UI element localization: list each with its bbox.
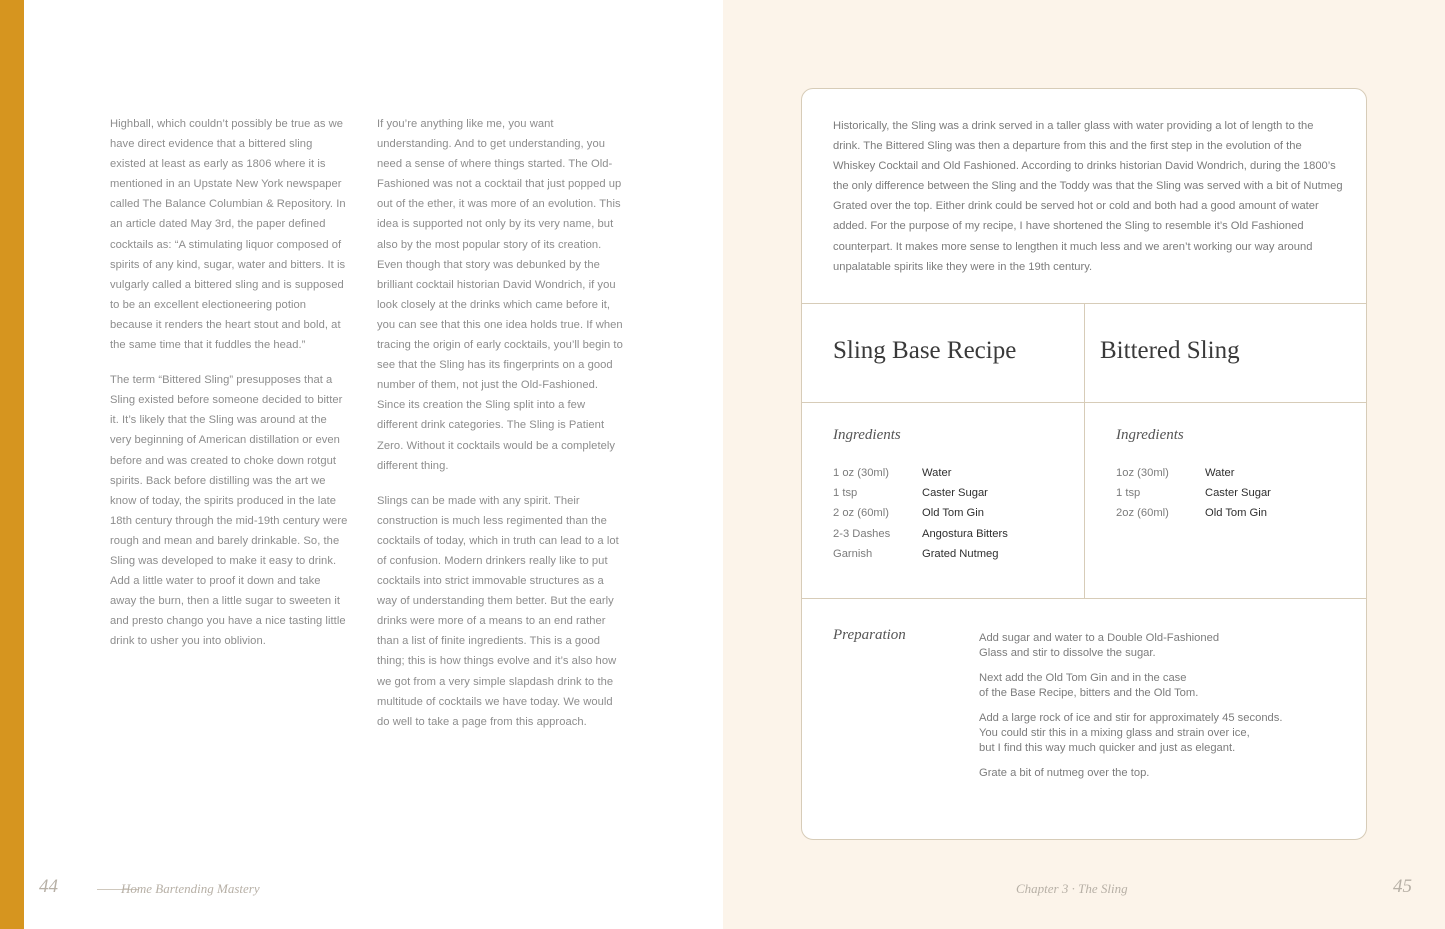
ingredients-heading: Ingredients <box>833 427 901 443</box>
preparation-step: Add a large rock of ice and stir for approximately 45 seconds. You could stir this in a mixing glass and strain over ice, but I find this way much quicker and just as elegant. <box>979 712 1283 754</box>
page-number-left: 44 <box>39 876 58 897</box>
ingredient-row <box>1116 503 1271 523</box>
right-page <box>723 0 1445 929</box>
ingredient-list-bittered <box>1116 463 1271 524</box>
ingredient-name: Old Tom Gin <box>922 507 984 520</box>
ingredient-row <box>833 524 1008 544</box>
ingredient-amount: 2-3 Dashes <box>833 527 891 540</box>
divider <box>802 598 1366 599</box>
ingredient-row <box>833 503 1008 523</box>
paragraph: Highball, which couldn’t possibly be true as we have direct evidence that a bittered sling existed at least as early as 1806 where it is mentioned in an Upstate New York newspaper called The Balance Columbian & Repository. In an article dated May 3rd, the paper defined cocktails as: “A stimulating liquor composed of spirits of any kind, sugar, water and bitters. It is vulgarly called a bittered sling and is supposed to be an excellent electioneering potion because it renders the heart stout and bold, at the same time that it fuddles the head.” <box>110 118 346 352</box>
ingredient-amount: 2oz (60ml) <box>1116 507 1169 520</box>
ingredient-name: Grated Nutmeg <box>922 547 999 560</box>
text-column-1 <box>110 114 348 666</box>
ingredient-name: Water <box>1205 467 1235 479</box>
recipe-title-base: Sling Base Recipe <box>833 337 1017 364</box>
ingredient-row <box>1116 483 1271 503</box>
book-spine-strip <box>0 0 24 929</box>
preparation-heading: Preparation <box>833 627 906 643</box>
chapter-label-footer: Chapter 3 · The Sling <box>1016 881 1128 896</box>
ingredient-row <box>833 463 1008 483</box>
ingredient-list-base <box>833 463 1008 564</box>
text-column-2 <box>377 114 623 747</box>
paragraph: If you’re anything like me, you want understanding. And to get understanding, you need a sense of where things started. The Old-Fashioned was not a cocktail that just popped up out of the ether, it was more of an evolution. This idea is supported not only by its very name, but also by the most popular story of its creation. Even though that story was debunked by the brilliant cocktail historian David Wondrich, if you look closely at the drinks which came before it, you can see that this one idea holds true. If when tracing the origin of early cocktails, you’ll begin to see that the Sling has its fingerprints on a good number of them, not just the Old-Fashioned. Since its creation the Sling split into a few different drink categories. The Sling is Patient Zero. Without it cocktails would be a completely different thing. <box>377 118 623 472</box>
preparation-steps <box>979 631 1339 791</box>
ingredient-name: Water <box>922 467 952 479</box>
preparation-step: Next add the Old Tom Gin and in the case of the Base Recipe, bitters and the Old Tom. <box>979 672 1199 699</box>
ingredient-amount: 1 tsp <box>833 487 858 500</box>
preparation-step: Add sugar and water to a Double Old-Fashioned Glass and stir to dissolve the sugar. <box>979 632 1220 659</box>
ingredient-name: Old Tom Gin <box>1205 507 1267 520</box>
page-number-right: 45 <box>1393 876 1412 897</box>
book-title-footer: Home Bartending Mastery <box>121 881 260 896</box>
ingredient-name: Caster Sugar <box>922 487 988 500</box>
preparation-step: Grate a bit of nutmeg over the top. <box>979 767 1150 779</box>
ingredient-amount: Garnish <box>833 547 873 560</box>
recipe-intro: Historically, the Sling was a drink served in a taller glass with water providing a lot of length to the drink. The Bittered Sling was then a departure from this and the first step in the evolution of the Whiskey Cocktail and Old Fashioned. According to drinks historian David Wondrich, during the 1800’s the only difference between the Sling and the Toddy was that the Sling was served with a bit of Nutmeg Grated over the top. Either drink could be served hot or cold and both had a good amount of water added. For the purpose of my recipe, I have shortened the Sling to resemble it’s Old Fashioned counterpart. It makes more sense to lengthen it much less and we aren’t working our way around unpalatable spirits like they were in the 19th century. <box>833 120 1343 273</box>
paragraph: The term “Bittered Sling” presupposes that a Sling existed before someone decided to bitter it. It’s likely that the Sling was around at the very beginning of American distillation or even before and was created to choke down rotgut spirits. Back before distilling was the art we know of today, the spirits produced in the late 18th century through the mid-19th century were rough and mean and barely drinkable. So, the Sling was developed to make it easy to drink. Add a little water to proof it down and take away the burn, then a little sugar to sweeten it and presto chango you have a nice tasting little drink to usher you into oblivion. <box>110 374 348 648</box>
ingredient-row <box>833 544 1008 564</box>
recipe-title-bittered: Bittered Sling <box>1100 337 1240 364</box>
ingredients-heading: Ingredients <box>1116 427 1184 443</box>
paragraph: Slings can be made with any spirit. Their construction is much less regimented than the cocktails of today, which in truth can lead to a lot of confusion. Modern drinkers really like to put cocktails into strict immovable structures as a way of understanding them better. But the early drinks were more of a means to an end rather than a list of finite ingredients. This is a good thing; this is how things evolve and it’s also how we got from a very simple slapdash drink to the multitude of cocktails we have today. We would do well to take a page from this approach. <box>377 494 619 728</box>
ingredient-amount: 1 tsp <box>1116 487 1141 500</box>
ingredient-amount: 1oz (30ml) <box>1116 467 1169 479</box>
left-page <box>24 0 723 929</box>
ingredient-name: Angostura Bitters <box>922 527 1008 540</box>
recipe-card <box>801 88 1367 840</box>
ingredient-row <box>1116 463 1271 483</box>
ingredient-name: Caster Sugar <box>1205 487 1271 500</box>
ingredient-amount: 2 oz (60ml) <box>833 507 889 520</box>
ingredient-amount: 1 oz (30ml) <box>833 467 889 479</box>
ingredient-row <box>833 483 1008 503</box>
column-divider <box>1084 303 1085 598</box>
